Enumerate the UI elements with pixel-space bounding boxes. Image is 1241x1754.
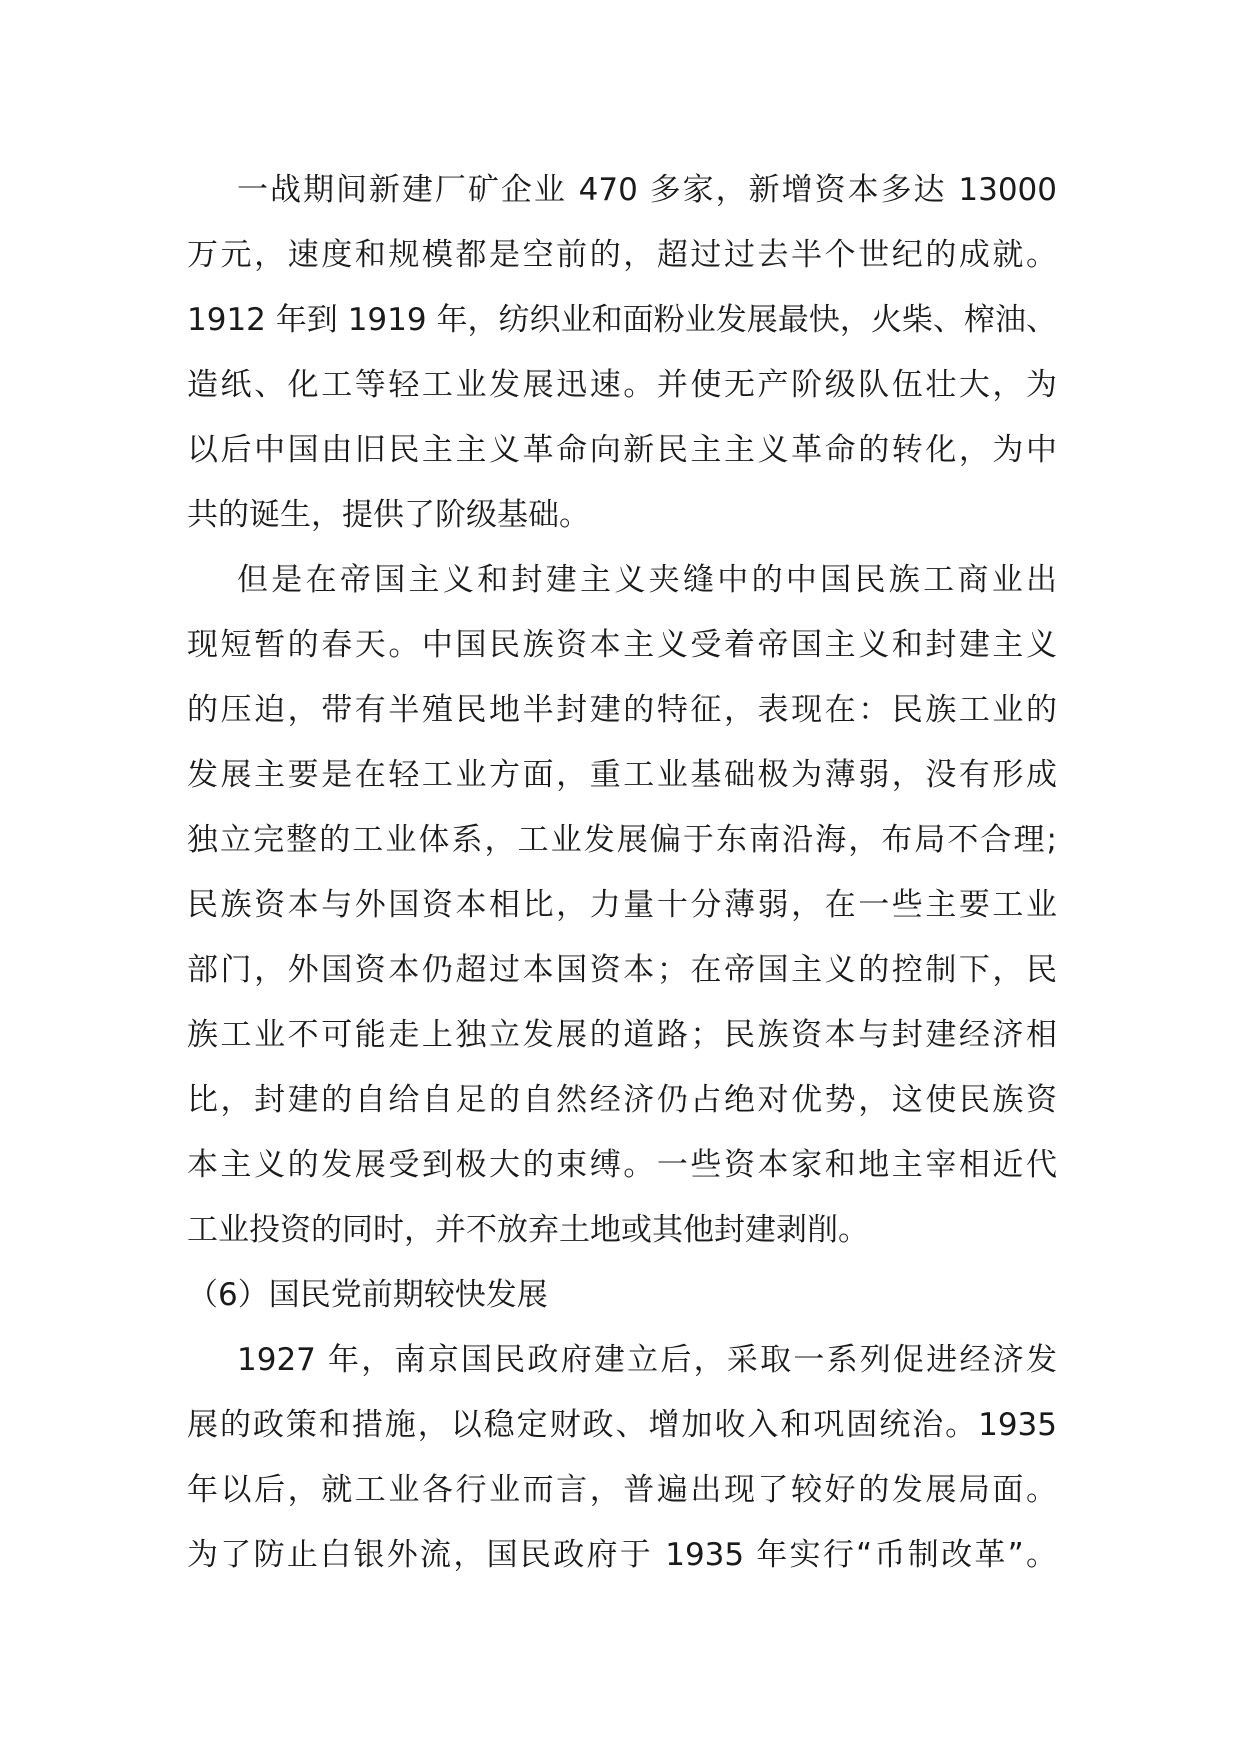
text-line: 以后中国由旧民主主义革命向新民主主义革命的转化，为中 <box>187 432 1057 468</box>
text-line: 展的政策和措施，以稳定财政、增加收入和巩固统治。1935 <box>187 1407 1057 1443</box>
text-line: 发展主要是在轻工业方面，重工业基础极为薄弱，没有形成 <box>187 757 1057 793</box>
text-line: 万元，速度和规模都是空前的，超过过去半个世纪的成就。 <box>187 237 1057 273</box>
paragraph-3 <box>187 1328 1057 1588</box>
text-line: 共的诞生，提供了阶级基础。 <box>187 497 590 533</box>
text-line: 现短暂的春天。中国民族资本主义受着帝国主义和封建主义 <box>187 627 1057 663</box>
text-line: 一战期间新建厂矿企业 470 多家，新增资本多达 13000 <box>237 172 1057 208</box>
paragraph-1 <box>187 158 1057 548</box>
section-heading <box>187 1263 1057 1328</box>
document-page <box>187 158 1057 1588</box>
text-line: 的压迫，带有半殖民地半封建的特征，表现在：民族工业的 <box>187 692 1057 728</box>
text-line: 族工业不可能走上独立发展的道路；民族资本与封建经济相 <box>187 1017 1057 1053</box>
paragraph-2 <box>187 548 1057 1263</box>
text-line: 造纸、化工等轻工业发展迅速。并使无产阶级队伍壮大，为 <box>187 367 1057 403</box>
text-line: 工业投资的同时，并不放弃土地或其他封建剥削。 <box>187 1212 869 1248</box>
text-line: 但是在帝国主义和封建主义夹缝中的中国民族工商业出 <box>237 562 1057 598</box>
text-line: 比，封建的自给自足的自然经济仍占绝对优势，这使民族资 <box>187 1082 1057 1118</box>
text-line: 本主义的发展受到极大的束缚。一些资本家和地主宰相近代 <box>187 1147 1057 1183</box>
heading-line: （6）国民党前期较快发展 <box>187 1277 548 1313</box>
text-line: 部门，外国资本仍超过本国资本；在帝国主义的控制下，民 <box>187 952 1057 988</box>
text-line: 为了防止白银外流，国民政府于 1935 年实行“币制改革”。 <box>187 1537 1057 1573</box>
text-line: 1927 年，南京国民政府建立后，采取一系列促进经济发 <box>237 1342 1057 1378</box>
text-line: 1912 年到 1919 年，纺织业和面粉业发展最快，火柴、榨油、 <box>187 302 1057 338</box>
text-line: 独立完整的工业体系，工业发展偏于东南沿海，布局不合理; <box>187 822 1057 858</box>
text-line: 年以后，就工业各行业而言，普遍出现了较好的发展局面。 <box>187 1472 1057 1508</box>
text-line: 民族资本与外国资本相比，力量十分薄弱，在一些主要工业 <box>187 887 1057 923</box>
